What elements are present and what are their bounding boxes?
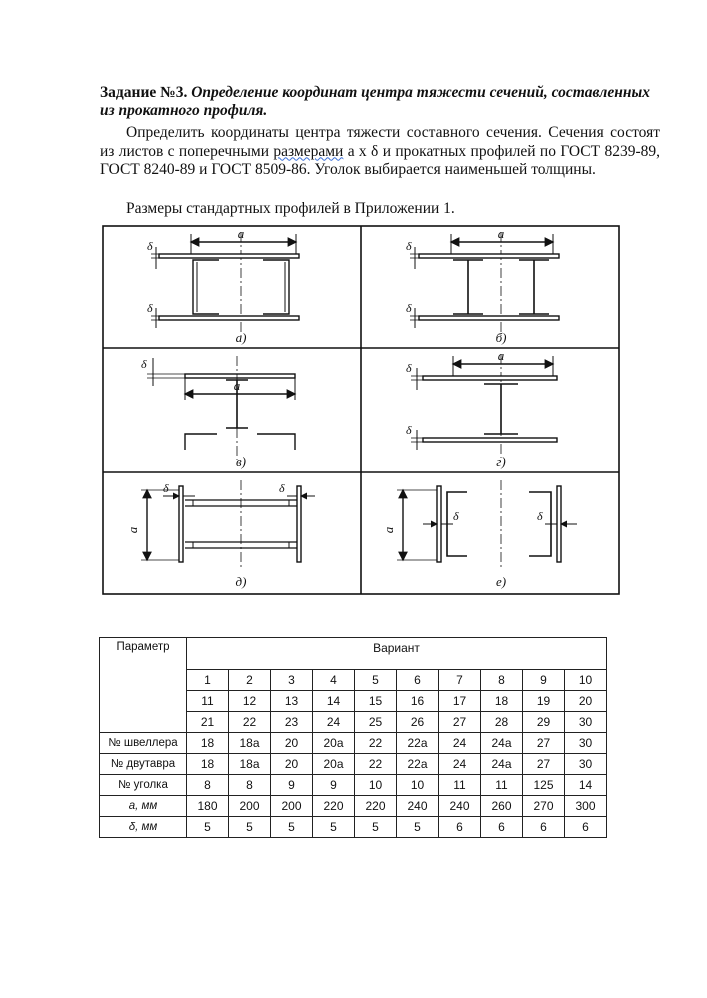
panel-b-dim-a: a [497, 226, 505, 241]
variant-cell: 20 [565, 691, 607, 712]
table-cell: 180 [187, 796, 229, 817]
panel-v-dim-a: a [233, 378, 241, 393]
task-title: Определение координат центра тяжести сечений, составленных из прокатного профиля. [100, 84, 650, 119]
table-cell: 27 [523, 733, 565, 754]
variant-cell: 26 [397, 712, 439, 733]
table-cell: 270 [523, 796, 565, 817]
table-cell: 11 [439, 775, 481, 796]
table-cell: 20 [271, 754, 313, 775]
table-cell: 6 [565, 817, 607, 838]
table-cell: 200 [271, 796, 313, 817]
variant-cell: 27 [439, 712, 481, 733]
table-cell: 22 [355, 754, 397, 775]
table-cell: 14 [565, 775, 607, 796]
table-cell: 220 [313, 796, 355, 817]
variant-cell: 25 [355, 712, 397, 733]
variant-header: Вариант [187, 638, 607, 670]
panel-d-dim-a: a [125, 526, 140, 534]
variants-table [99, 637, 607, 838]
variant-cell: 22 [229, 712, 271, 733]
variant-cell: 8 [481, 670, 523, 691]
table-cell: 18 [187, 754, 229, 775]
table-cell: 300 [565, 796, 607, 817]
table-cell: 18 [187, 733, 229, 754]
variant-cell: 28 [481, 712, 523, 733]
table-row-channel [100, 733, 607, 754]
panel-e-caption: е) [495, 574, 507, 589]
table-row-angle [100, 775, 607, 796]
row-label-angle: № уголка [100, 775, 187, 796]
panel-e [397, 480, 577, 568]
panel-g-delta-top: δ [406, 361, 412, 375]
variant-cell: 19 [523, 691, 565, 712]
table-cell: 240 [439, 796, 481, 817]
variant-cell: 18 [481, 691, 523, 712]
variant-cell: 11 [187, 691, 229, 712]
table-cell: 30 [565, 733, 607, 754]
description-part-2: а х δ и прокатных профилей по ГОСТ 8239-89, ГОСТ 8240-89 и ГОСТ 8509-86. Уголок выбирается наименьшей толщины. [100, 142, 660, 178]
table-cell: 10 [397, 775, 439, 796]
panel-g [411, 354, 557, 458]
table-cell: 8 [229, 775, 271, 796]
table-cell: 22а [397, 754, 439, 775]
table-cell: 5 [313, 817, 355, 838]
variant-cell: 13 [271, 691, 313, 712]
variant-cell: 6 [397, 670, 439, 691]
panel-a-delta-bottom: δ [147, 301, 153, 315]
variant-cell: 23 [271, 712, 313, 733]
variant-cell: 29 [523, 712, 565, 733]
table-cell: 20а [313, 754, 355, 775]
panel-e-delta-right: δ [537, 509, 543, 523]
variant-cell: 16 [397, 691, 439, 712]
panel-b-caption: б) [495, 330, 507, 345]
table-cell: 18а [229, 733, 271, 754]
appendix-reference: Размеры стандартных профилей в Приложении 1. [126, 200, 455, 217]
table-cell: 20а [313, 733, 355, 754]
panel-d-delta-left: δ [163, 481, 169, 495]
panel-g-caption: г) [496, 454, 506, 469]
panel-a-caption: а) [235, 330, 247, 345]
table-cell: 22а [397, 733, 439, 754]
table-cell: 5 [187, 817, 229, 838]
variant-cell: 7 [439, 670, 481, 691]
table-cell: 9 [271, 775, 313, 796]
table-row-ibeam [100, 754, 607, 775]
table-cell: 5 [271, 817, 313, 838]
variant-cell: 4 [313, 670, 355, 691]
variant-cell: 3 [271, 670, 313, 691]
table-cell: 27 [523, 754, 565, 775]
table-cell: 11 [481, 775, 523, 796]
table-cell: 6 [481, 817, 523, 838]
table-cell: 30 [565, 754, 607, 775]
panel-a [151, 232, 299, 336]
table-cell: 200 [229, 796, 271, 817]
table-cell: 20 [271, 733, 313, 754]
variant-cell: 17 [439, 691, 481, 712]
table-cell: 10 [355, 775, 397, 796]
panel-v-caption: в) [236, 454, 246, 469]
row-label-channel: № швеллера [100, 733, 187, 754]
table-cell: 24а [481, 733, 523, 754]
variant-cell: 15 [355, 691, 397, 712]
table-row-width [100, 796, 607, 817]
cross-section-figure [101, 224, 621, 596]
table-cell: 9 [313, 775, 355, 796]
description-underlined-word: размерами [273, 142, 344, 160]
variant-cell: 10 [565, 670, 607, 691]
table-cell: 260 [481, 796, 523, 817]
table-cell: 5 [397, 817, 439, 838]
table-cell: 240 [397, 796, 439, 817]
table-cell: 5 [355, 817, 397, 838]
row-label-width: а, мм [100, 796, 187, 817]
table-cell: 220 [355, 796, 397, 817]
panel-b [410, 232, 559, 336]
param-header: Параметр [100, 638, 187, 733]
table-row-thickness [100, 817, 607, 838]
table-cell: 24 [439, 754, 481, 775]
variant-cell: 14 [313, 691, 355, 712]
variant-cell: 5 [355, 670, 397, 691]
cross-section-drawings [101, 224, 621, 596]
panel-b-delta-bottom: δ [406, 301, 412, 315]
table-cell: 6 [523, 817, 565, 838]
table-cell: 24 [439, 733, 481, 754]
variant-cell: 2 [229, 670, 271, 691]
panel-e-delta-left: δ [453, 509, 459, 523]
panel-g-delta-bottom: δ [406, 423, 412, 437]
panel-v-delta: δ [141, 357, 147, 371]
panel-a-dim-a: a [237, 226, 245, 241]
table-header-row [100, 638, 607, 670]
row-label-thickness: δ, мм [100, 817, 187, 838]
table-cell: 125 [523, 775, 565, 796]
variant-cell: 9 [523, 670, 565, 691]
variant-cell: 24 [313, 712, 355, 733]
table-cell: 22 [355, 733, 397, 754]
panel-a-delta-top: δ [147, 239, 153, 253]
variant-cell: 21 [187, 712, 229, 733]
variant-cell: 12 [229, 691, 271, 712]
panel-e-dim-a: a [381, 526, 396, 534]
panel-d-caption: д) [235, 574, 247, 589]
panel-g-dim-a: a [497, 348, 505, 363]
variant-cell: 1 [187, 670, 229, 691]
table-cell: 8 [187, 775, 229, 796]
panel-b-delta-top: δ [406, 239, 412, 253]
panel-v [147, 356, 295, 460]
panel-d-delta-right: δ [279, 481, 285, 495]
table-cell: 18а [229, 754, 271, 775]
description-part-1: Определить координаты центра тяжести составного сечения. Сечения состоят из листов с поперечными [100, 124, 660, 160]
task-number: Задание №3. [100, 84, 188, 101]
row-label-ibeam: № двутавра [100, 754, 187, 775]
variant-cell: 30 [565, 712, 607, 733]
table-cell: 5 [229, 817, 271, 838]
task-heading [100, 84, 660, 120]
table-cell: 6 [439, 817, 481, 838]
task-description [100, 124, 660, 180]
table-cell: 24а [481, 754, 523, 775]
